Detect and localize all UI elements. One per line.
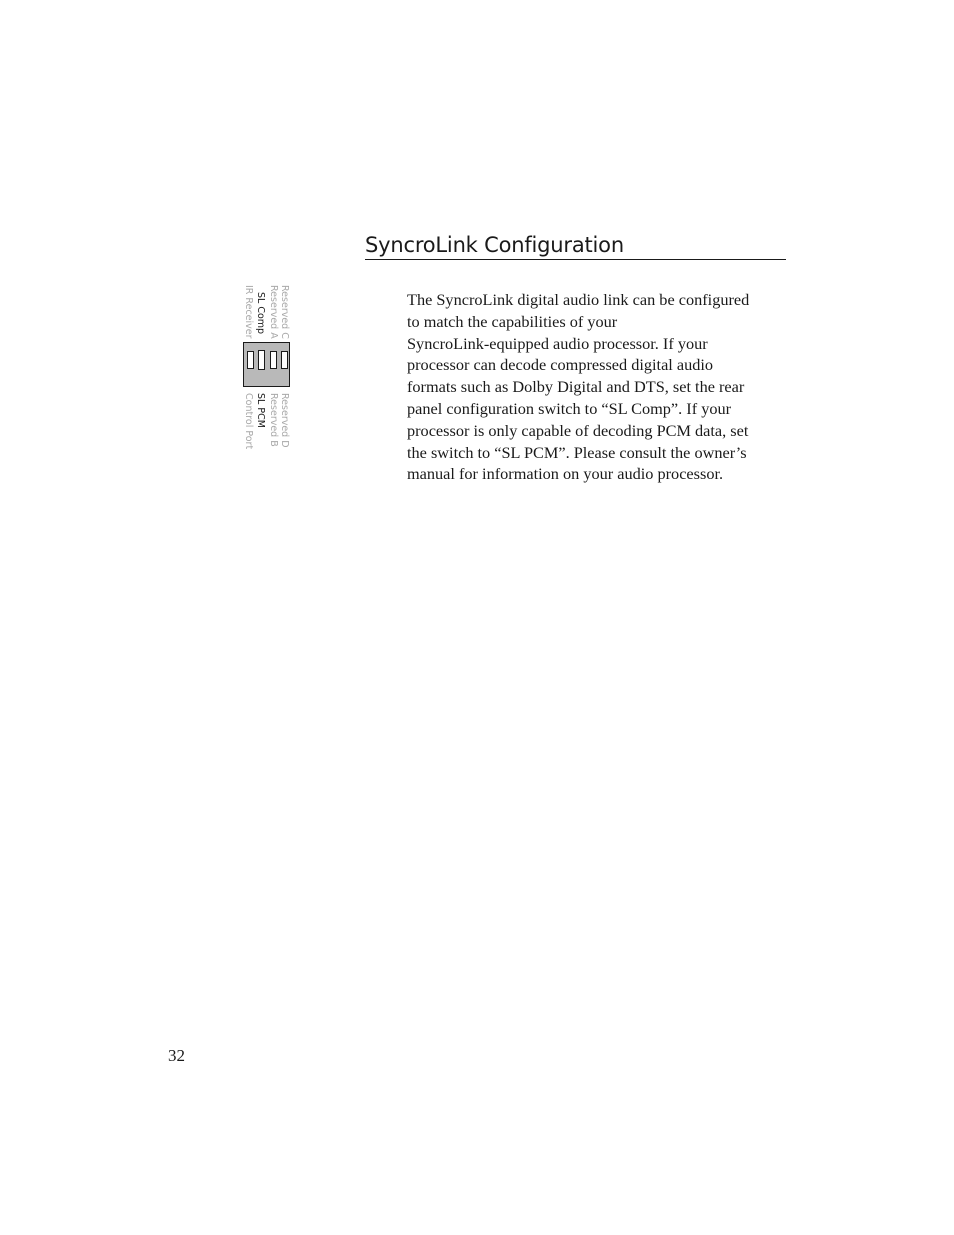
body-line: formats such as Dolby Digital and DTS, set the rear [407, 377, 745, 397]
label-sl-pcm: SL PCM [255, 393, 266, 428]
dip-switch-4 [281, 351, 288, 369]
dip-switch-1 [247, 351, 254, 369]
label-reserved-a: Reserved A [268, 285, 279, 339]
body-line: processor can decode compressed digital audio [407, 355, 714, 375]
dip-switch-2-active [258, 350, 265, 370]
label-reserved-b: Reserved B [268, 393, 279, 447]
section-title: SyncroLink Configuration [365, 233, 624, 257]
label-sl-comp: SL Comp [255, 292, 266, 335]
body-line: The SyncroLink digital audio link can be configured [407, 290, 750, 309]
label-reserved-d: Reserved D [279, 393, 290, 448]
dip-switch-3 [270, 351, 277, 369]
body-line: SyncroLink-equipped audio processor. If your [407, 333, 708, 353]
label-reserved-c: Reserved C [279, 285, 290, 339]
body-line: panel configuration switch to “SL Comp”. If your [407, 398, 732, 418]
page-number: 32 [168, 1046, 185, 1065]
body-line: manual for information on your audio processor. [407, 464, 724, 484]
title-divider [365, 259, 786, 260]
dip-switch-block [243, 342, 290, 387]
body-paragraph [407, 289, 787, 485]
body-line: processor is only capable of decoding PCM data, set [407, 420, 749, 440]
body-line: the switch to “SL PCM”. Please consult the owner’s [407, 442, 747, 462]
body-line: to match the capabilities of your [407, 311, 618, 331]
label-control-port: Control Port [243, 393, 254, 450]
label-ir-receiver: IR Receiver [243, 285, 254, 339]
